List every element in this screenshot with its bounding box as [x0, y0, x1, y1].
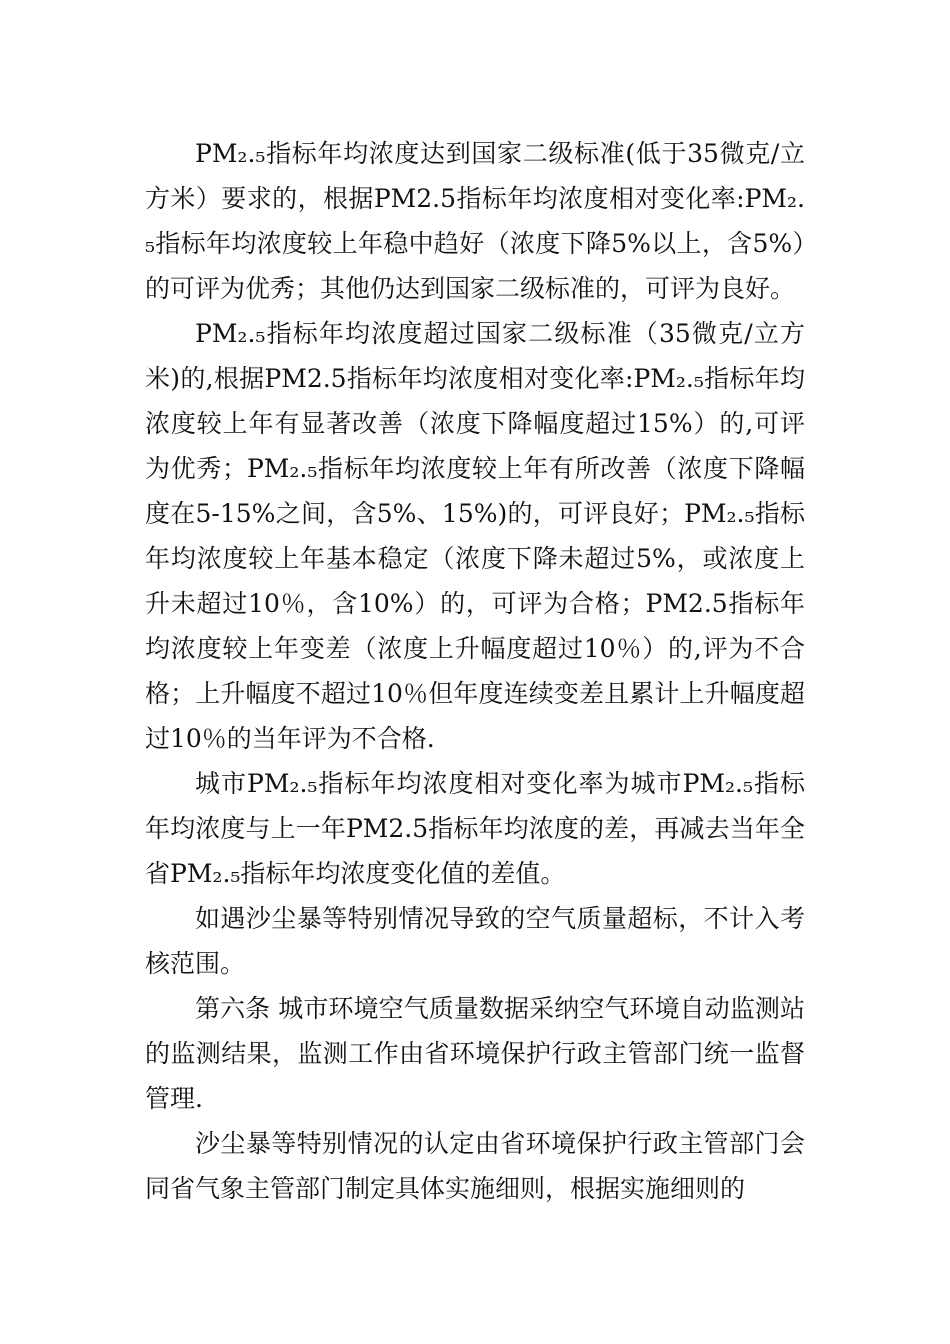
paragraph-change-rate-definition: 城市PM₂.₅指标年均浓度相对变化率为城市PM₂.₅指标年均浓度与上一年PM2.5指标年均浓度的差，再减去当年全省PM₂.₅指标年均浓度变化值的差值。 — [145, 769, 805, 888]
paragraph-pm25-exceeds-standard: PM₂.₅指标年均浓度超过国家二级标准（35微克/立方米)的,根据PM2.5指标年均浓度相对变化率:PM₂.₅指标年均浓度较上年有显著改善（浓度下降幅度超过15%）的,可评为优秀；PM₂.₅指标年均浓度较上年有所改善（浓度下降幅度在5-15%之间，含5%、15%)的，可评良好；PM₂.₅指标年均浓度较上年基本稳定（浓度下降未超过5%，或浓度上升未超过10％，含10%）的，可评为合格；PM2.5指标年均浓度较上年变差（浓度上升幅度超过10％）的,评为不合格；上升幅度不超过10％但年度连续变差且累计上升幅度超过10％的当年评为不合格. — [145, 319, 805, 753]
paragraph-special-case-determination: 沙尘暴等特别情况的认定由省环境保护行政主管部门会同省气象主管部门制定具体实施细则，根据实施细则的 — [145, 1129, 805, 1203]
document-body — [145, 131, 805, 1211]
paragraph-pm25-meets-standard: PM₂.₅指标年均浓度达到国家二级标准(低于35微克/立方米）要求的，根据PM2.5指标年均浓度相对变化率:PM₂.₅指标年均浓度较上年稳中趋好（浓度下降5%以上，含5%）的可评为优秀；其他仍达到国家二级标准的，可评为良好。 — [145, 139, 805, 303]
paragraph-sandstorm-exemption: 如遇沙尘暴等特别情况导致的空气质量超标，不计入考核范围。 — [145, 904, 805, 978]
paragraph-article-six: 第六条 城市环境空气质量数据采纳空气环境自动监测站的监测结果，监测工作由省环境保护行政主管部门统一监督管理. — [145, 994, 805, 1113]
